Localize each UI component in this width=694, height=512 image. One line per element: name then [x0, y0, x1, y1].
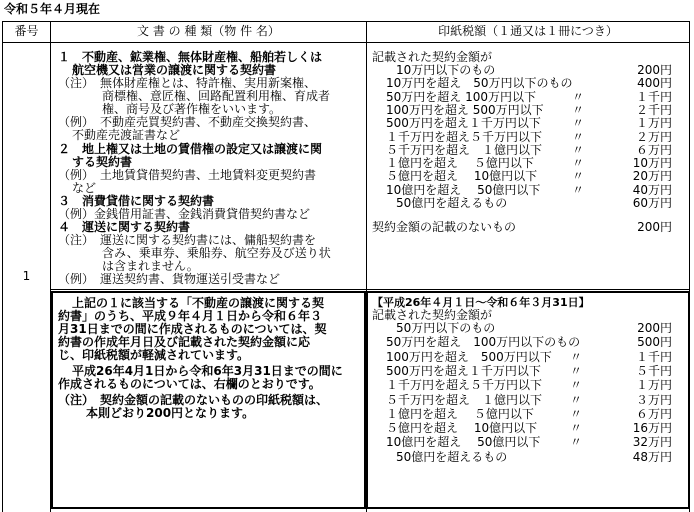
- ditto-mark: 〃: [572, 116, 585, 131]
- no-amount-label: 契約金額の記載のないもの: [372, 220, 517, 234]
- reduction-note-line: 本則どおり200円となります。: [86, 406, 255, 420]
- tier-amount: １万円: [635, 116, 672, 131]
- ditto-mark: 〃: [570, 378, 583, 393]
- tier-amount: 40万円: [632, 182, 672, 197]
- tier-label: 10万円を超え 50万円以下のもの: [386, 76, 573, 91]
- tier-amount: ６万円: [635, 142, 672, 157]
- ditto-mark: 〃: [570, 406, 583, 421]
- tier-label: １千万円を超え５千万円以下: [386, 129, 543, 144]
- tier-amount: ５千円: [635, 363, 672, 378]
- table-border-top: [2, 21, 690, 22]
- tier-amount: １万円: [635, 378, 672, 393]
- reduction-note-line: 約書」のうち、平成９年４月１日から令和６年３: [58, 309, 323, 323]
- ditto-mark: 〃: [572, 129, 585, 144]
- reduction-note-line: 上記の１に該当する「不動産の譲渡に関する契: [72, 296, 325, 310]
- item-1-note-cont: 権、商号及び著作権をいいます。: [102, 102, 282, 116]
- no-amount-value: 200円: [637, 220, 672, 234]
- ditto-mark: 〃: [570, 421, 583, 436]
- item-1-note: （注） 無体財産権とは、特許権、実用新案権、: [58, 76, 317, 90]
- item-1-title-cont: 航空機又は営業の譲渡に関する契約書: [72, 63, 277, 77]
- ditto-mark: 〃: [572, 156, 585, 171]
- tier-label: 100万円を超え 500万円以下: [386, 349, 552, 364]
- tier-label: 50万円以下のもの: [396, 321, 496, 335]
- item-4-note-cont: は含まれません。: [102, 259, 199, 273]
- tier-label: 10万円以下のもの: [396, 63, 496, 77]
- tier-label: １億円を超え ５億円以下: [386, 156, 534, 171]
- tier-label: １千万円を超え５千万円以下: [386, 378, 543, 393]
- item-1-note-cont: 商標権、意匠権、回路配置利用権、育成者: [102, 89, 331, 103]
- item-1-title: １ 不動産、鉱業権、無体財産権、船舶若しくは: [58, 50, 323, 64]
- item-4-note: （注） 運送に関する契約書には、傭船契約書を: [58, 233, 317, 247]
- tier-amount: ２千円: [635, 102, 672, 117]
- ditto-mark: 〃: [572, 169, 585, 184]
- tier-label: 50万円を超え 100万円以下のもの: [386, 335, 581, 350]
- reduction-note-line: 作成されるものについては、右欄のとおりです。: [58, 377, 321, 391]
- as-of-date: 令和５年４月現在: [4, 2, 101, 16]
- ditto-mark: 〃: [572, 89, 585, 104]
- item-2-title: ２ 地上権又は土地の賃借権の設定又は譲渡に関: [58, 142, 323, 156]
- table-border-left: [2, 21, 3, 512]
- tier-amount: 400円: [637, 76, 672, 91]
- tier-label: ５千万円を超え １億円以下: [386, 392, 543, 407]
- tier-amount: 60万円: [632, 196, 672, 210]
- tier-label: 50億円を超えるもの: [396, 196, 508, 210]
- item-4-example: （例） 運送契約書、貨物運送引受書など: [58, 272, 281, 286]
- item-2-example-cont: など: [72, 181, 97, 195]
- reduction-note-line: 月31日までの間に作成されるものについては、契: [58, 322, 327, 336]
- ditto-mark: 〃: [570, 392, 583, 407]
- tier-amount: 32万円: [632, 435, 672, 450]
- tier-amount: 16万円: [632, 421, 672, 436]
- header-no: 番号: [14, 24, 39, 38]
- reduction-note-line: 平成26年4月1日から令和6年3月31日までの間に: [72, 364, 343, 378]
- tier-label: ５千万円を超え １億円以下: [386, 142, 543, 157]
- ditto-mark: 〃: [572, 182, 585, 197]
- header-doc-type: 文 書 の 種 類（物 件 名）: [137, 24, 280, 38]
- tier-amount: 10万円: [632, 156, 672, 171]
- header-divider: [2, 42, 690, 43]
- tier-label: ５億円を超え 10億円以下: [386, 169, 538, 184]
- tier-amount: 20万円: [632, 169, 672, 184]
- tier-amount: ６万円: [635, 406, 672, 421]
- header-tax-amount: 印紙税額（１通又は１冊につき）: [438, 24, 618, 38]
- tier-label: 50万円を超え 100万円以下: [386, 89, 536, 104]
- reduced-period: 【平成26年４月１日～令和６年３月31日】: [372, 296, 590, 309]
- tier-label: 10億円を超え 50億円以下: [386, 182, 541, 197]
- ditto-mark: 〃: [572, 142, 585, 157]
- tier-label: 500万円を超え１千万円以下: [386, 116, 541, 131]
- item-1-example: （例） 不動産売買契約書、不動産交換契約書、: [58, 115, 317, 129]
- reduction-note-line: （注） 契約金額の記載のないものの印紙税額は、: [58, 393, 329, 407]
- item-2-title-cont: する契約書: [72, 155, 133, 169]
- reduction-note-line: じ、印紙税額が軽減されています。: [58, 348, 250, 362]
- row-number: 1: [22, 269, 31, 283]
- item-3-example: （例）金銭借用証書、金銭消費貸借契約書など: [58, 207, 311, 221]
- item-4-title: ４ 運送に関する契約書: [58, 220, 191, 234]
- tier-amount: 500円: [637, 335, 672, 350]
- ditto-mark: 〃: [570, 363, 583, 378]
- tier-amount: 200円: [637, 63, 672, 77]
- item-1-example-cont: 不動産売渡証書など: [72, 128, 181, 142]
- tier-label: 50億円を超えるもの: [396, 449, 508, 464]
- row-divider: [51, 289, 690, 290]
- tier-amount: ２万円: [635, 129, 672, 144]
- reduced-intro: 記載された契約金額が: [372, 308, 493, 322]
- ditto-mark: 〃: [570, 435, 583, 450]
- item-2-example: （例） 土地賃貸借契約書、土地賃料変更契約書: [58, 168, 317, 182]
- tier-label: 10億円を超え 50億円以下: [386, 435, 541, 450]
- ditto-mark: 〃: [570, 349, 583, 364]
- tier-label: 100万円を超え 500万円以下: [386, 102, 544, 117]
- item-3-title: ３ 消費貸借に関する契約書: [58, 194, 215, 208]
- tier-label: 500万円を超え１千万円以下: [386, 363, 541, 378]
- tier-amount: 200円: [637, 321, 672, 335]
- standard-intro: 記載された契約金額が: [372, 50, 493, 64]
- tier-amount: １千円: [635, 89, 672, 104]
- tier-amount: ３万円: [635, 392, 672, 407]
- tier-label: １億円を超え ５億円以下: [386, 406, 534, 421]
- tier-amount: 48万円: [632, 449, 672, 464]
- ditto-mark: 〃: [572, 102, 585, 117]
- tier-amount: １千円: [635, 349, 672, 364]
- tier-label: ５億円を超え 10億円以下: [386, 421, 538, 436]
- reduction-note-line: 約書の作成年月日及び記載された契約金額に応: [58, 335, 311, 349]
- item-4-note-cont: 含み、乗車券、乗船券、航空券及び送り状: [102, 246, 331, 260]
